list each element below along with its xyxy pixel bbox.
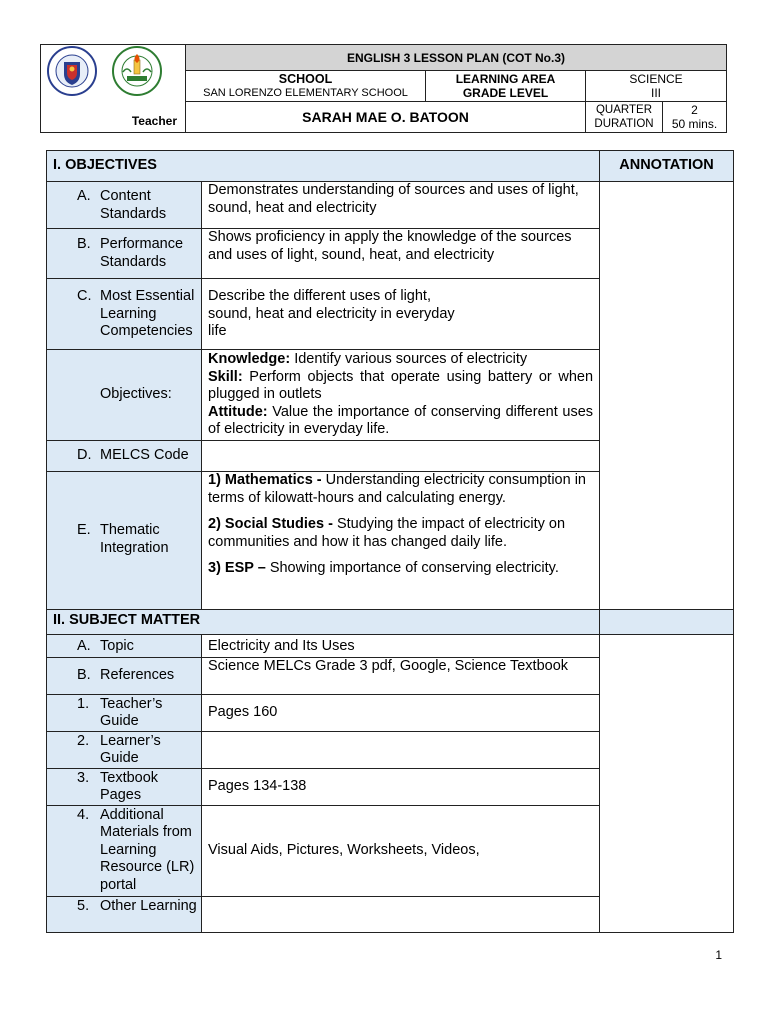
textbook-pages-label: Textbook Pages <box>100 769 159 803</box>
learning-area-label: LEARNING AREA <box>455 72 556 86</box>
attitude-value: Value the importance of conserving different uses of electricity in everyday life. <box>208 403 594 437</box>
social-studies-value: Studying the impact of electricity on communities and how it has changed daily life. <box>208 516 566 550</box>
content-standards-num: A. <box>77 188 91 204</box>
esp-value: Showing importance of conserving electricity. <box>269 560 559 576</box>
mec-value-cell <box>202 279 600 350</box>
grade-level-label: GRADE LEVEL <box>462 86 549 100</box>
objectives-label: Objectives: <box>47 350 202 441</box>
teachers-guide-value: Pages 160 <box>202 694 600 731</box>
performance-standards-label-cell <box>47 229 202 279</box>
school-label: SCHOOL <box>278 72 333 86</box>
content-standards-label: Content Standards <box>100 188 167 222</box>
subject-matter-annotation <box>600 610 734 635</box>
knowledge-label: Knowledge: <box>208 351 291 367</box>
topic-num: A. <box>77 637 91 654</box>
teacher-label: Teacher <box>131 114 177 128</box>
melcs-code-label-cell <box>47 441 202 472</box>
learners-guide-label: Learner’s Guide <box>100 732 161 766</box>
lesson-plan-table <box>46 150 734 933</box>
school-value: SAN LORENZO ELEMENTARY SCHOOL <box>203 87 408 99</box>
topic-value: Electricity and Its Uses <box>202 634 600 657</box>
annotation-heading: ANNOTATION <box>600 151 734 182</box>
social-studies-label: 2) Social Studies - <box>208 516 333 532</box>
additional-materials-label-cell <box>47 805 202 896</box>
duration-label: DURATION <box>594 118 654 130</box>
math-label: 1) Mathematics - <box>208 472 322 488</box>
annotation-column <box>600 182 734 610</box>
learners-guide-num: 2. <box>77 732 90 749</box>
references-value: Science MELCs Grade 3 pdf, Google, Science Textbook <box>202 657 600 694</box>
quarter-duration-label-cell <box>586 102 663 133</box>
references-num: B. <box>77 666 91 683</box>
other-learning-label: Other Learning <box>100 897 197 914</box>
content-standards-value: Demonstrates understanding of sources and uses of light, sound, heat and electricity <box>202 182 600 229</box>
grade-level-value: III <box>651 86 662 100</box>
learners-guide-value <box>202 731 600 768</box>
thematic-integration-num: E. <box>77 522 91 538</box>
textbook-pages-num: 3. <box>77 769 90 786</box>
mec-num: C. <box>77 288 92 304</box>
performance-standards-value: Shows proficiency in apply the knowledge of the sources and uses of light, sound, heat, and electricity <box>202 229 600 279</box>
mec-line-3: life <box>208 323 227 339</box>
melcs-code-label: MELCS Code <box>100 447 189 463</box>
textbook-pages-label-cell <box>47 768 202 805</box>
skill-label: Skill: <box>208 368 243 385</box>
thematic-integration-value-cell <box>202 472 600 610</box>
esp-label: 3) ESP – <box>208 560 266 576</box>
math-value: Understanding electricity consumption in terms of kilowatt-hours and calculating energy. <box>208 472 586 506</box>
additional-materials-value: Visual Aids, Pictures, Worksheets, Videos, <box>202 805 600 896</box>
quarter-label: QUARTER <box>595 104 653 116</box>
teachers-guide-label: Teacher’s Guide <box>100 695 163 729</box>
melcs-code-num: D. <box>77 447 92 463</box>
textbook-pages-value: Pages 134-138 <box>202 768 600 805</box>
quarter-duration-value-cell <box>663 102 727 133</box>
knowledge-value: Identify various sources of electricity <box>294 351 528 367</box>
page-number: 1 <box>715 948 722 962</box>
lesson-plan-title: ENGLISH 3 LESSON PLAN (COT No.3) <box>186 45 727 71</box>
attitude-label: Attitude: <box>208 403 268 420</box>
learners-guide-label-cell <box>47 731 202 768</box>
thematic-integration-label-cell <box>47 472 202 610</box>
duration-value: 50 mins. <box>671 117 718 131</box>
subject-matter-heading: II. SUBJECT MATTER <box>47 610 600 635</box>
other-learning-label-cell <box>47 896 202 932</box>
topic-label-cell <box>47 634 202 657</box>
teacher-value: SARAH MAE O. BATOON <box>186 102 586 133</box>
performance-standards-num: B. <box>77 236 91 252</box>
other-learning-num: 5. <box>77 897 90 914</box>
learning-area-value: SCIENCE <box>629 72 683 86</box>
skill-value: Perform objects that operate using battery or when plugged in outlets <box>208 368 594 402</box>
other-learning-value <box>202 896 600 932</box>
header-table <box>40 44 727 133</box>
mec-line-1: Describe the different uses of light, <box>208 288 431 304</box>
melcs-code-value <box>202 441 600 472</box>
logo-cell <box>41 45 186 133</box>
objectives-value-cell <box>202 350 600 441</box>
school-cell <box>186 71 426 102</box>
learning-area-value-cell <box>586 71 727 102</box>
references-label-cell <box>47 657 202 694</box>
performance-standards-label: Performance Standards <box>100 236 184 270</box>
topic-label: Topic <box>100 637 134 654</box>
additional-materials-num: 4. <box>77 806 90 823</box>
additional-materials-label: Additional Materials from Learning Resource (LR) portal <box>100 806 195 893</box>
content-standards-label-cell <box>47 182 202 229</box>
teachers-guide-label-cell <box>47 694 202 731</box>
subject-matter-annotation-column <box>600 634 734 932</box>
thematic-integration-label: Thematic Integration <box>100 522 169 556</box>
teachers-guide-num: 1. <box>77 695 90 712</box>
learning-area-cell <box>426 71 586 102</box>
references-label: References <box>100 666 175 683</box>
objectives-heading: I. OBJECTIVES <box>47 151 600 182</box>
mec-line-2: sound, heat and electricity in everyday <box>208 305 455 322</box>
mec-label: Most Essential Learning Competencies <box>100 288 195 339</box>
quarter-value: 2 <box>691 103 698 117</box>
mec-label-cell <box>47 279 202 350</box>
